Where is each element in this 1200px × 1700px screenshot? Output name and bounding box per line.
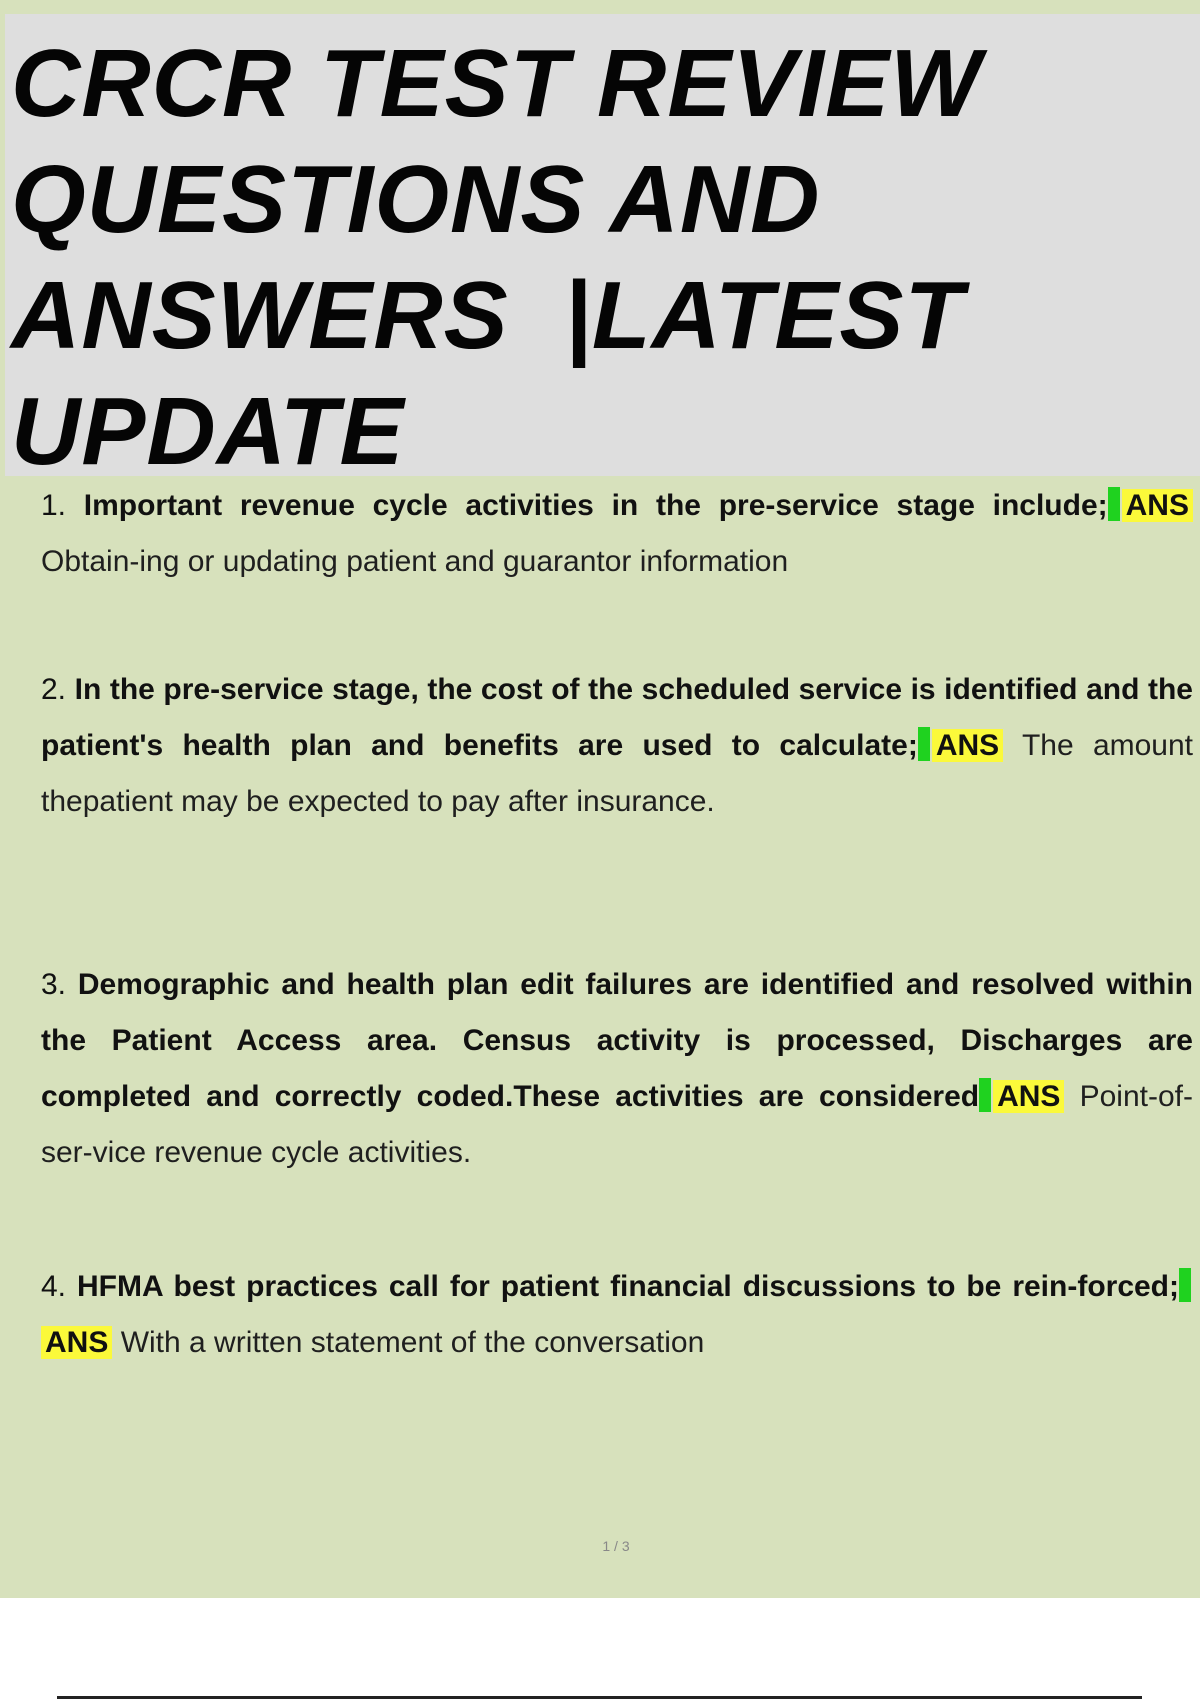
question-text: In the pre-service stage, the cost of the scheduled service is identified and the patient's health plan and benefits are used to calculate; xyxy=(41,673,1193,762)
title-banner xyxy=(5,14,1200,485)
title-line-2: QUESTIONS AND xyxy=(11,146,821,253)
answer-marker xyxy=(979,1078,991,1112)
item-number: 4. xyxy=(41,1270,67,1303)
bottom-divider xyxy=(57,1696,1142,1699)
qa-item-3 xyxy=(41,957,1193,1181)
title-line-4: UPDATE xyxy=(11,378,405,485)
title-line-3: ANSWERS |LATEST xyxy=(11,262,965,369)
answer-marker xyxy=(918,727,930,761)
answer-label: ANS xyxy=(932,729,1003,762)
item-number: 2. xyxy=(41,673,67,706)
answer-text: Point-of-ser-vice revenue cycle activities. xyxy=(41,1080,1193,1169)
answer-text: With a written statement of the conversation xyxy=(120,1326,705,1359)
answer-text: Obtain-ing or updating patient and guarantor information xyxy=(41,545,789,578)
qa-item-4 xyxy=(41,1259,1193,1371)
answer-marker xyxy=(1108,487,1120,521)
answer-label: ANS xyxy=(41,1326,112,1359)
qa-item-1 xyxy=(41,478,1193,590)
answer-label: ANS xyxy=(1122,489,1193,522)
item-number: 3. xyxy=(41,968,67,1001)
page-number: 1 / 3 xyxy=(602,1538,630,1554)
question-text: HFMA best practices call for patient financial discussions to be rein-forced; xyxy=(77,1270,1180,1303)
answer-text: The amount thepatient may be expected to pay after insurance. xyxy=(41,729,1194,818)
answer-marker xyxy=(1179,1268,1191,1302)
question-text: Demographic and health plan edit failures are identified and resolved within the Patient Access area. Census activity is processed, Discharges are completed and correctly coded.These activities are considered xyxy=(41,968,1193,1113)
title-line-1: CRCR TEST REVIEW xyxy=(11,30,982,137)
qa-item-2 xyxy=(41,662,1193,830)
answer-label: ANS xyxy=(993,1080,1064,1113)
item-number: 1. xyxy=(41,489,67,522)
question-text: Important revenue cycle activities in the pre-service stage include; xyxy=(83,489,1108,522)
